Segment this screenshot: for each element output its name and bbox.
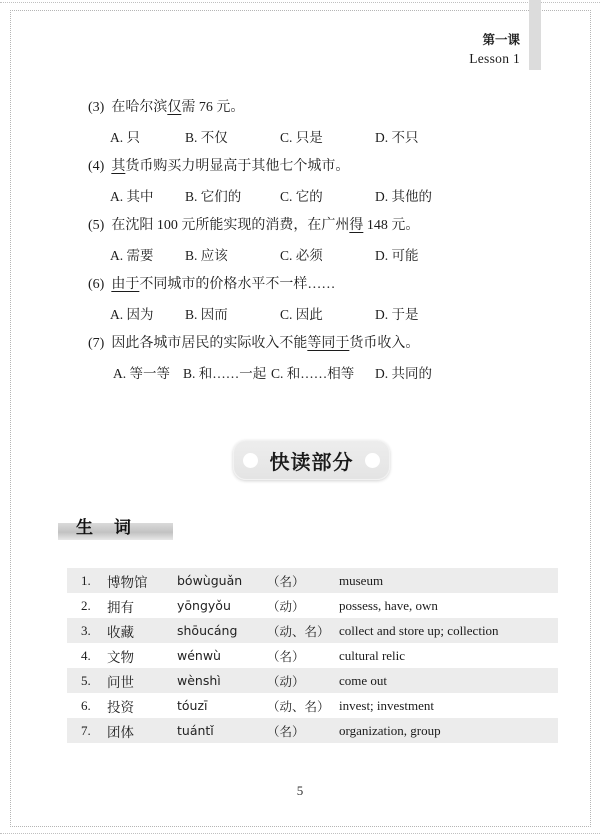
answer-option: C. 因此 (280, 307, 323, 322)
vocab-row (67, 593, 558, 618)
answer-option: D. 其他的 (375, 189, 432, 204)
answer-option: B. 它们的 (185, 189, 242, 204)
vocab-number: 3. (81, 622, 91, 638)
question-number: (6) (88, 277, 105, 292)
vocab-translation: possess, have, own (339, 597, 438, 613)
lesson-header (0, 31, 520, 69)
answer-options (88, 126, 538, 144)
answer-option: C. 它的 (280, 189, 323, 204)
question-stem (88, 335, 538, 353)
answer-option: D. 不只 (375, 130, 419, 145)
vocab-row (67, 668, 558, 693)
page-number: 5 (296, 783, 304, 798)
vocab-word: 博物馆 (107, 574, 148, 590)
question (88, 217, 538, 276)
answer-option: A. 其中 (110, 189, 154, 204)
vocab-translation: come out (339, 672, 388, 688)
vocab-number: 1. (81, 572, 91, 588)
vocab-pinyin: wénwù (177, 648, 221, 663)
vocab-part-of-speech: （动） (267, 599, 305, 614)
page-crop-line-bottom (0, 833, 600, 834)
underlined-term: 其 (111, 159, 126, 174)
vocab-pinyin: tuántǐ (177, 723, 214, 738)
vocab-translation: collect and store up; collection (339, 622, 499, 638)
vocab-word: 收藏 (107, 624, 134, 640)
underlined-term: 等同于 (307, 336, 350, 351)
answer-option: B. 应该 (185, 248, 228, 263)
vocab-translation: invest; investment (339, 697, 434, 713)
answer-options (88, 362, 538, 380)
vocab-row (67, 718, 558, 743)
vocab-pinyin: yōngyǒu (177, 598, 231, 613)
vocab-number: 6. (81, 697, 91, 713)
vocab-word: 文物 (107, 649, 134, 665)
vocab-row (67, 568, 558, 593)
vocab-translation: organization, group (339, 722, 441, 738)
answer-option: D. 于是 (375, 307, 419, 322)
underlined-term: 得 (349, 218, 364, 233)
vocab-word: 团体 (107, 724, 134, 740)
vocab-word: 问世 (107, 674, 134, 690)
vocab-part-of-speech: （名） (267, 649, 305, 664)
answer-option: B. 不仅 (185, 130, 228, 145)
stem-text: 不同城市的价格水平不一样…… (139, 277, 336, 292)
underlined-term: 由于 (111, 277, 140, 292)
question-stem (88, 99, 538, 117)
answer-option: D. 共同的 (375, 366, 432, 381)
vocab-pinyin: bówùguǎn (177, 573, 243, 588)
page-crop-line-top (0, 2, 600, 3)
section-banner (233, 440, 390, 480)
vocab-word: 投资 (107, 699, 134, 715)
vocab-heading: 生 词 (76, 518, 133, 537)
question (88, 99, 538, 158)
vocab-word: 拥有 (107, 599, 134, 615)
stem-text: 148 元。 (363, 218, 420, 233)
vocab-pinyin: wènshì (177, 673, 221, 688)
answer-options (88, 185, 538, 203)
vocab-part-of-speech: （名） (267, 574, 305, 589)
underlined-term: 仅 (167, 100, 182, 115)
question (88, 158, 538, 217)
question-number: (4) (88, 159, 105, 174)
question-number: (3) (88, 100, 105, 115)
question-stem (88, 276, 538, 294)
stem-text: 在沈阳 100 元所能实现的消费，在广州 (111, 218, 350, 233)
stem-text: 货币购买力明显高于其他七个城市。 (125, 159, 350, 174)
questions (88, 99, 538, 394)
question-number: (7) (88, 336, 105, 351)
question (88, 335, 538, 394)
answer-options (88, 244, 538, 262)
stem-text: 货币收入。 (349, 336, 420, 351)
answer-option: C. 只是 (280, 130, 323, 145)
vocab-row (67, 643, 558, 668)
question-stem (88, 158, 538, 176)
question (88, 276, 538, 335)
vocab-number: 7. (81, 722, 91, 738)
lesson-title-english: Lesson 1 (469, 51, 520, 67)
answer-options (88, 303, 538, 321)
stem-text: 在哈尔滨 (111, 100, 168, 115)
question-number: (5) (88, 218, 105, 233)
vocab-part-of-speech: （动、名） (267, 624, 330, 639)
question-stem (88, 217, 538, 235)
lesson-tab-marker (529, 0, 541, 70)
stem-text: 因此各城市居民的实际收入不能 (111, 336, 308, 351)
vocab-translation: cultural relic (339, 647, 406, 663)
vocab-row (67, 693, 558, 718)
answer-option: A. 等一等 (113, 366, 170, 381)
vocab-row (67, 618, 558, 643)
vocab-translation: museum (339, 572, 384, 588)
vocab-number: 4. (81, 647, 91, 663)
vocab-part-of-speech: （名） (267, 724, 305, 739)
answer-option: B. 和……一起 (183, 366, 267, 381)
answer-option: C. 和……相等 (271, 366, 355, 381)
vocab-part-of-speech: （动、名） (267, 699, 330, 714)
vocab-pinyin: shōucáng (177, 623, 238, 638)
answer-option: A. 需要 (110, 248, 154, 263)
vocab-pinyin: tóuzī (177, 698, 208, 713)
stem-text: 需 76 元。 (181, 100, 245, 115)
answer-option: A. 只 (110, 130, 140, 145)
answer-option: C. 必须 (280, 248, 323, 263)
vocab-part-of-speech: （动） (267, 674, 305, 689)
answer-option: A. 因为 (110, 307, 154, 322)
vocab-number: 5. (81, 672, 91, 688)
answer-option: B. 因而 (185, 307, 228, 322)
vocab-table (67, 568, 558, 743)
lesson-title-chinese: 第一课 (482, 32, 520, 47)
vocab-number: 2. (81, 597, 91, 613)
section-title: 快读部分 (269, 449, 354, 474)
answer-option: D. 可能 (375, 248, 419, 263)
